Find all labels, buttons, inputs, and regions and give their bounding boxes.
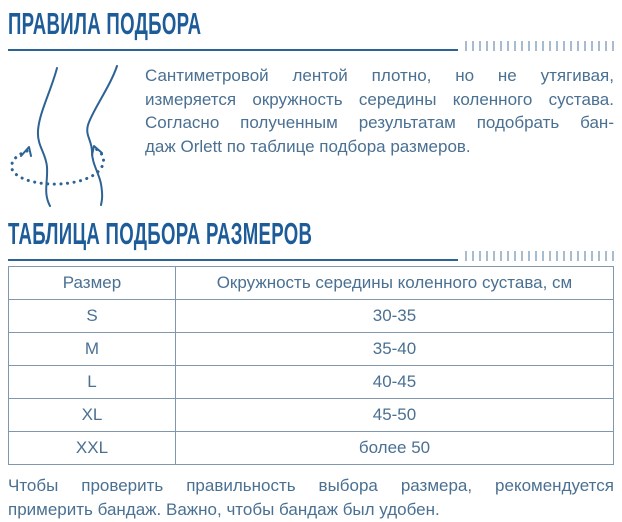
intro-line: даж Orlett по таблице подбора размеров. <box>145 136 471 156</box>
intro-paragraph <box>130 63 614 209</box>
range-cell: 45-50 <box>175 399 613 432</box>
table-header-row <box>9 267 614 300</box>
range-cell: 35-40 <box>175 333 613 366</box>
intro-line: измеряется окружность середины коленного сустава. <box>145 89 614 109</box>
knee-illustration-svg <box>8 65 125 207</box>
tick-marks-icon <box>465 41 614 51</box>
section-selection-rules <box>8 8 614 209</box>
divider-line <box>8 49 458 51</box>
table-row <box>9 366 614 399</box>
section-size-table <box>8 218 614 522</box>
size-cell: L <box>9 366 176 399</box>
col-header-circumference: Окружность середины коленного сустава, см <box>175 267 613 300</box>
table-row <box>9 333 614 366</box>
range-cell: 40-45 <box>175 366 613 399</box>
knee-measurement-illustration <box>8 63 130 209</box>
intro-line: Сантиметровой лентой плотно, но не утягивая, <box>145 66 614 85</box>
rules-heading: ПРАВИЛА ПОДБОРА <box>8 6 202 41</box>
heading-divider <box>8 41 614 51</box>
col-header-size: Размер <box>9 267 176 300</box>
intro-line: Согласно полученным результатам подобрать бан- <box>145 113 614 132</box>
range-cell: 30-35 <box>175 300 613 333</box>
size-cell: XXL <box>9 432 176 465</box>
note-line: Чтобы проверить правильность выбора размера, рекомендуется <box>8 476 614 495</box>
intro-row <box>8 63 614 209</box>
size-cell: XL <box>9 399 176 432</box>
table-row <box>9 432 614 465</box>
table-row <box>9 399 614 432</box>
range-cell: более 50 <box>175 432 613 465</box>
size-table-heading: ТАБЛИЦА ПОДБОРА РАЗМЕРОВ <box>8 216 313 251</box>
heading-divider <box>8 251 614 261</box>
note-line: примерить бандаж. Важно, чтобы бандаж был удобен. <box>8 500 440 519</box>
size-cell: M <box>9 333 176 366</box>
tick-marks-icon <box>465 251 614 261</box>
size-table <box>8 266 614 465</box>
fitting-note <box>8 474 614 522</box>
size-cell: S <box>9 300 176 333</box>
measuring-tape-dotted-line <box>12 149 104 184</box>
leg-back-line <box>87 66 117 205</box>
table-row <box>9 300 614 333</box>
divider-line <box>8 259 458 261</box>
tape-arrow-left-icon <box>21 147 31 156</box>
